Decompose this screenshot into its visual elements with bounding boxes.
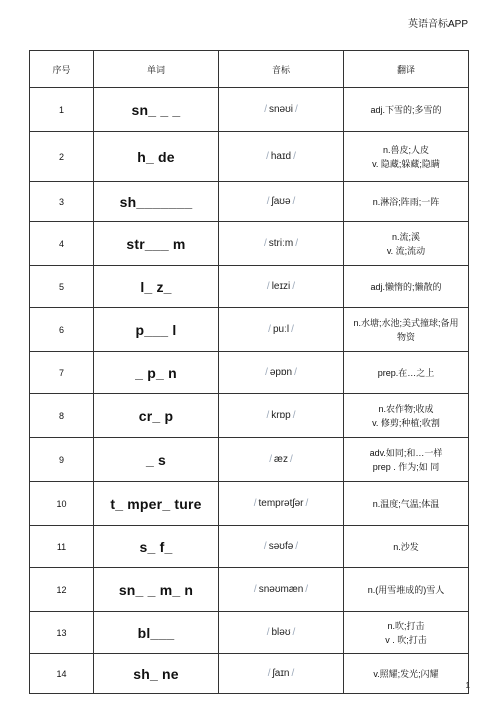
table-row [30,482,469,526]
word-blank: s_ f_ [94,526,219,568]
row-index: 5 [30,266,94,308]
row-index: 13 [30,612,94,654]
table-row [30,352,469,394]
table-row [30,654,469,694]
meaning-line: n.沙发 [393,541,419,552]
slash-mark: / [263,238,267,249]
phonetic-cell [219,266,344,308]
meaning-cell [344,568,469,612]
word-blank: sn_ _ m_ n [94,568,219,612]
word-blank: str___ m [94,222,219,266]
slash-mark: / [266,627,270,638]
meaning-line: v . 吹;打击 [385,634,427,645]
phonetic-cell [219,438,344,482]
phonetic-text: striːm [268,238,294,249]
meaning-cell [344,308,469,352]
phonetic-cell [219,482,344,526]
meaning-line: v. 隐藏;躲藏;隐瞒 [372,158,440,169]
table-row [30,526,469,568]
header-index: 序号 [30,51,94,88]
meaning-line: v.照耀;发光;闪耀 [373,668,439,679]
phonetic-text: snəʊi [268,104,294,115]
phonetic-text: səʊfə [268,541,294,552]
word-blank: _ s [94,438,219,482]
row-index: 2 [30,132,94,182]
slash-mark: / [263,541,267,552]
meaning-cell [344,352,469,394]
meaning-cell [344,394,469,438]
slash-mark: / [292,196,296,207]
row-index: 1 [30,88,94,132]
header-phonetic: 音标 [219,51,344,88]
slash-mark: / [291,324,294,335]
meaning-line: v. 流;流动 [386,245,426,256]
table-row [30,438,469,482]
slash-mark: / [292,410,296,421]
table-row [30,612,469,654]
slash-mark: / [268,324,271,335]
slash-mark: / [292,627,296,638]
table-body [30,88,469,694]
phonetic-text: puːl [272,324,290,335]
meaning-line: prep . 作为;如 同 [372,461,440,472]
slash-mark: / [266,281,270,292]
table-row [30,182,469,222]
phonetic-cell [219,352,344,394]
word-blank: sn_ _ _ [94,88,219,132]
header-meaning: 翻译 [344,51,469,88]
phonetic-text: bləʊ [271,627,291,638]
slash-mark: / [305,498,309,509]
slash-mark: / [266,151,269,162]
meaning-line: prep.在…之上 [377,367,435,378]
word-blank: h_ de [94,132,219,182]
row-index: 14 [30,654,94,694]
slash-mark: / [269,454,273,465]
phonetic-cell [219,222,344,266]
word-blank: l_ z_ [94,266,219,308]
phonetic-cell [219,88,344,132]
slash-mark: / [253,498,257,509]
row-index: 8 [30,394,94,438]
phonetic-text: ʃaʊə [271,196,291,207]
table-row [30,394,469,438]
row-index: 9 [30,438,94,482]
header-word: 单词 [94,51,219,88]
meaning-cell [344,438,469,482]
row-index: 3 [30,182,94,222]
page-number: 1 [465,681,470,690]
slash-mark: / [295,541,299,552]
phonetic-cell [219,612,344,654]
table-row [30,568,469,612]
row-index: 6 [30,308,94,352]
phonetic-cell [219,132,344,182]
word-blank: sh_ ne [94,654,219,694]
table-row [30,132,469,182]
table-row [30,308,469,352]
slash-mark: / [295,238,298,249]
table-row [30,222,469,266]
meaning-line: adj.懒惰的;懒散的 [370,281,442,292]
header-row [30,51,469,88]
slash-mark: / [305,584,309,595]
meaning-cell [344,88,469,132]
meaning-line: n.(用雪堆成的)雪人 [367,584,445,595]
phonetic-cell [219,654,344,694]
meaning-cell [344,526,469,568]
meaning-line: n.流;溪 [391,231,420,242]
meaning-cell [344,266,469,308]
meaning-cell [344,222,469,266]
phonetic-text: krɒp [271,410,291,421]
slash-mark: / [295,104,298,115]
slash-mark: / [267,668,271,679]
slash-mark: / [264,104,267,115]
slash-mark: / [289,454,293,465]
meaning-line: n.吹;打击 [387,620,425,631]
row-index: 10 [30,482,94,526]
app-title: 英语音标APP [407,19,468,30]
row-index: 12 [30,568,94,612]
word-blank: _ p_ n [94,352,219,394]
phonetic-cell [219,308,344,352]
slash-mark: / [294,367,297,378]
slash-mark: / [291,668,295,679]
phonetic-text: haɪd [270,151,292,162]
meaning-line: n.水塘;水池;美式撞球;备用 [353,317,459,328]
phonetic-cell [219,526,344,568]
meaning-line: n.淋浴;阵雨;一阵 [372,196,440,207]
phonetic-text: ʃaɪn [272,668,290,679]
slash-mark: / [266,196,270,207]
meaning-cell [344,132,469,182]
meaning-line: adv.如同;和…一样 [369,447,443,458]
phonetic-text: leɪzi [271,281,291,292]
word-blank: p___ l [94,308,219,352]
meaning-line: adj.下雪的;多雪的 [370,104,442,115]
slash-mark: / [293,151,296,162]
phonetic-cell [219,568,344,612]
meaning-line: n.兽皮;人皮 [382,144,429,155]
meaning-cell [344,612,469,654]
table-row [30,88,469,132]
phonetic-text: æz [274,454,288,465]
table-row [30,266,469,308]
slash-mark: / [266,410,270,421]
word-blank: cr_ p [94,394,219,438]
meaning-cell [344,182,469,222]
vocabulary-table [29,50,469,694]
row-index: 11 [30,526,94,568]
word-blank: bl___ [94,612,219,654]
slash-mark: / [253,584,257,595]
phonetic-text: temprətʃər [258,498,304,509]
phonetic-text: snəʊmæn [258,584,304,595]
word-blank: sh_______ [94,182,219,222]
slash-mark: / [265,367,268,378]
word-blank: t_ mper_ ture [94,482,219,526]
meaning-line: 物资 [396,331,415,342]
meaning-line: n.农作物;收成 [378,403,434,414]
meaning-cell [344,654,469,694]
meaning-line: n.温度;气温;体温 [372,498,440,509]
row-index: 7 [30,352,94,394]
phonetic-text: əpɒn [269,367,293,378]
phonetic-cell [219,182,344,222]
meaning-line: v. 修剪;种植;收割 [372,417,440,428]
slash-mark: / [292,281,296,292]
meaning-cell [344,482,469,526]
row-index: 4 [30,222,94,266]
phonetic-cell [219,394,344,438]
